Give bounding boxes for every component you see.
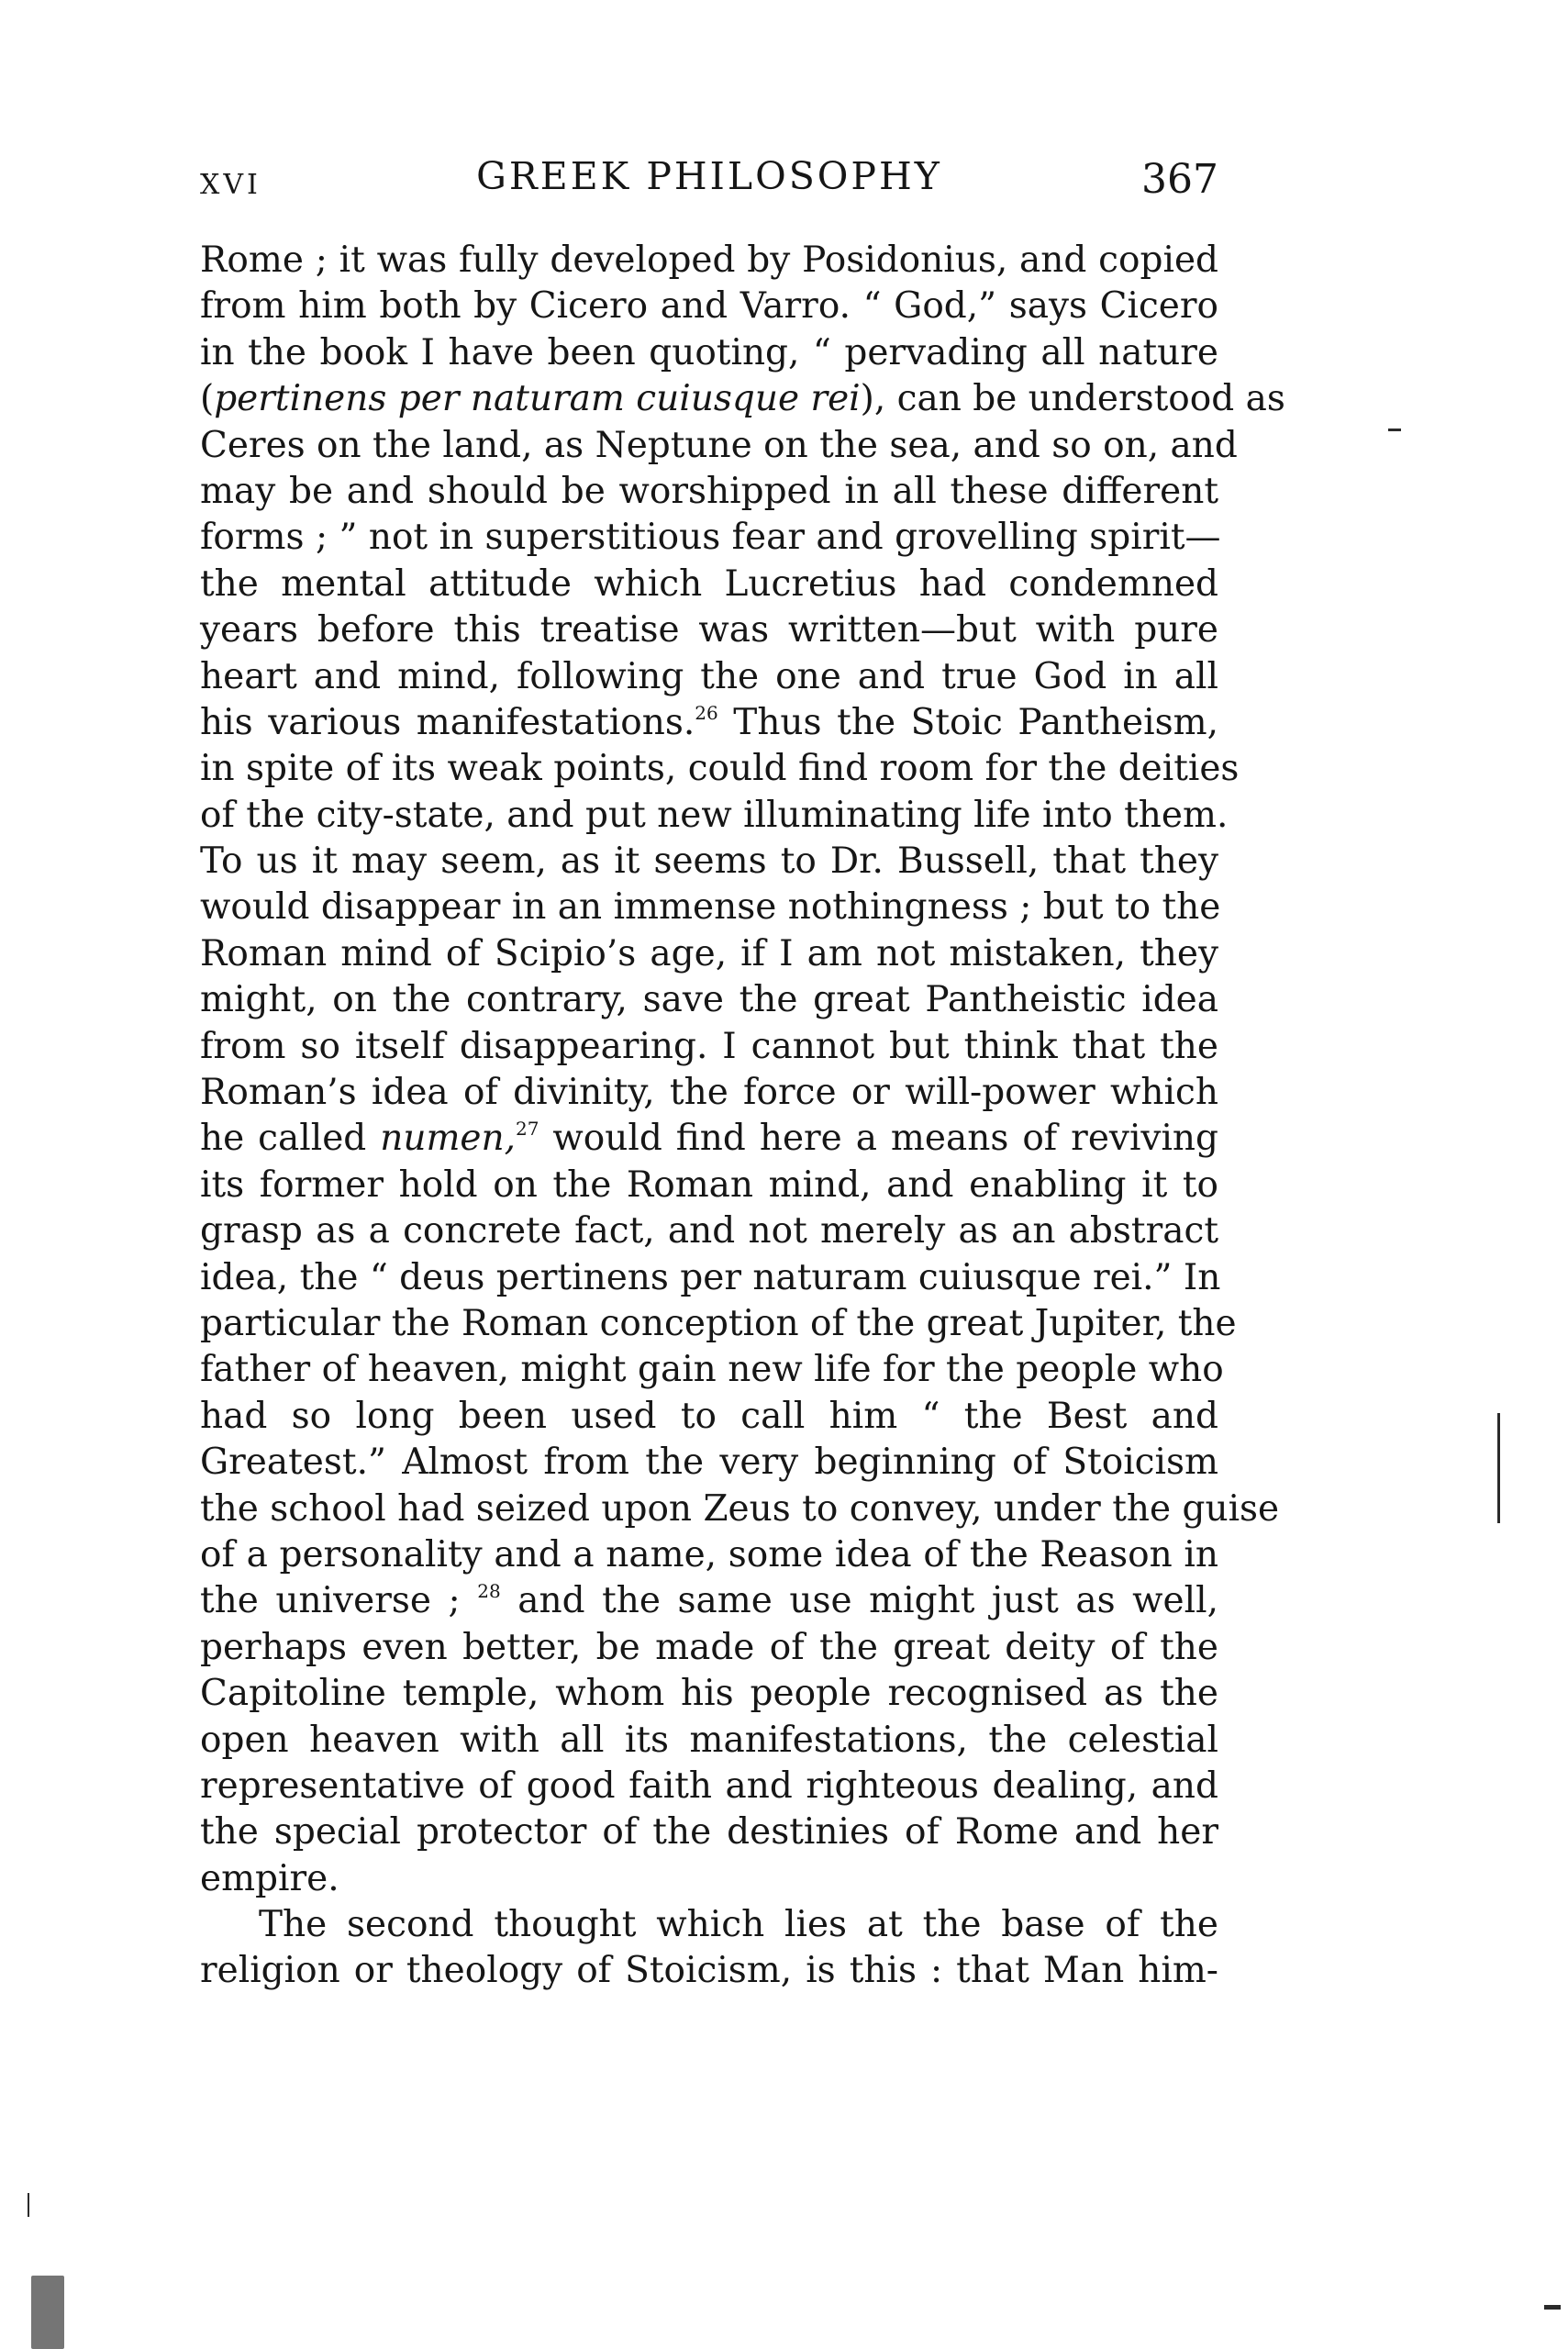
line-text: empire.	[200, 1857, 339, 1899]
line-text: in spite of its weak points, could find room for the deities	[200, 748, 1240, 790]
footnote-ref: 26	[695, 701, 718, 724]
text-line	[200, 793, 1229, 839]
text-line	[200, 515, 1221, 561]
text-line	[200, 1440, 1218, 1486]
line-text: its former hold on the Roman mind, and enabling it to	[200, 1163, 1218, 1206]
line-text: Thus the Stoic Pantheism,	[717, 701, 1219, 743]
scan-mark	[1497, 1413, 1500, 1523]
line-text: the special protector of the destinies of Rome and her	[200, 1811, 1218, 1854]
text-line	[200, 1208, 1218, 1254]
text-line	[200, 931, 1218, 977]
line-text: would find here a means of reviving	[539, 1118, 1219, 1160]
line-text: Roman’s idea of divinity, the force or will-power which	[200, 1072, 1218, 1114]
footnote-ref: 28	[477, 1580, 501, 1603]
text-line	[200, 1394, 1218, 1440]
text-line	[200, 1856, 1218, 1902]
text-line	[200, 1764, 1218, 1809]
text-line	[200, 1255, 1221, 1301]
line-text: father of heaven, might gain new life for the people who	[200, 1349, 1224, 1391]
line-text: he called	[200, 1118, 381, 1160]
line-text: (	[200, 378, 215, 420]
text-line	[200, 839, 1218, 885]
line-text: years before this treatise was written—but with pure	[200, 609, 1218, 651]
text-line	[200, 885, 1221, 930]
line-text: from him both by Cicero and Varro. “ God,” says Cicero	[200, 285, 1218, 328]
italic-phrase: pertinens per naturam cuiusque rei	[214, 378, 861, 420]
text-line	[200, 330, 1218, 376]
line-text: the school had seized upon Zeus to convey, under the guise	[200, 1487, 1280, 1530]
text-line	[200, 1718, 1218, 1764]
text-line	[200, 654, 1218, 700]
line-text: To us it may seem, as it seems to Dr. Bussell, that they	[200, 841, 1218, 883]
line-text: and the same use might just as well,	[500, 1580, 1218, 1622]
text-line	[200, 1532, 1218, 1578]
text-line	[200, 607, 1218, 653]
text-line	[200, 423, 1238, 469]
text-line	[200, 1070, 1218, 1116]
line-text: Greatest.” Almost from the very beginning of Stoicism	[200, 1442, 1218, 1484]
line-text: open heaven with all its manifestations, the celestial	[200, 1719, 1218, 1761]
text-line	[200, 284, 1218, 329]
text-line	[200, 1301, 1237, 1347]
italic-phrase: numen,	[380, 1118, 517, 1160]
text-line	[200, 1116, 1218, 1162]
scan-mark	[31, 2276, 64, 2349]
line-text: would disappear in an immense nothingness ; but to the	[200, 886, 1221, 929]
scan-mark	[1388, 429, 1401, 431]
footnote-ref: 27	[516, 1118, 539, 1141]
line-text: religion or theology of Stoicism, is this : that Man him-	[200, 1950, 1218, 1992]
text-line	[200, 977, 1218, 1023]
line-text: of a personality and a name, some idea of the Reason in	[200, 1533, 1218, 1575]
text-line	[200, 1671, 1218, 1717]
body-text	[200, 238, 1285, 1995]
line-text: had so long been used to call him “ the Best and	[200, 1395, 1218, 1437]
line-text: ), can be understood as	[860, 378, 1285, 420]
line-text: perhaps even better, be made of the great deity of the	[200, 1626, 1218, 1668]
line-text: of the city-state, and put new illuminating life into them.	[200, 794, 1229, 836]
text-line	[200, 1578, 1218, 1624]
line-text: his various manifestations.	[200, 701, 695, 743]
line-text: might, on the contrary, save the great Pantheistic idea	[200, 979, 1218, 1021]
page-number: 367	[1141, 156, 1218, 203]
line-text: The second thought which lies at the base of the	[259, 1904, 1218, 1946]
line-text: particular the Roman conception of the great Jupiter, the	[200, 1302, 1237, 1344]
text-line	[200, 700, 1218, 746]
line-text: Ceres on the land, as Neptune on the sea, and so on, and	[200, 424, 1238, 466]
scan-mark	[1544, 2305, 1561, 2310]
text-line	[200, 1902, 1218, 1948]
scan-mark	[28, 2193, 29, 2217]
line-text: from so itself disappearing. I cannot but think that the	[200, 1025, 1218, 1067]
text-line	[200, 1163, 1218, 1208]
line-text: the mental attitude which Lucretius had condemned	[200, 562, 1218, 605]
line-text: forms ; ” not in superstitious fear and grovelling spirit—	[200, 517, 1221, 559]
text-line	[200, 469, 1218, 515]
running-header	[200, 154, 1218, 209]
running-title: GREEK PHILOSOPHY	[476, 154, 942, 198]
line-text: heart and mind, following the one and true God in all	[200, 655, 1218, 697]
text-line	[200, 1486, 1280, 1532]
text-line	[200, 746, 1240, 792]
text-line	[200, 1347, 1224, 1393]
text-line	[200, 1948, 1218, 1994]
text-line	[200, 1809, 1218, 1855]
line-text: in the book I have been quoting, “ pervading all nature	[200, 331, 1218, 373]
chapter-number: XVI	[200, 169, 261, 201]
line-text: Roman mind of Scipio’s age, if I am not mistaken, they	[200, 932, 1218, 974]
line-text: Rome ; it was fully developed by Posidonius, and copied	[200, 239, 1218, 281]
line-text: grasp as a concrete fact, and not merely as an abstract	[200, 1210, 1218, 1252]
line-text: representative of good faith and righteous dealing, and	[200, 1765, 1218, 1807]
line-text: Capitoline temple, whom his people recognised as the	[200, 1673, 1218, 1715]
line-text: idea, the “ deus pertinens per naturam cuiusque rei.” In	[200, 1256, 1221, 1298]
text-line	[200, 238, 1218, 284]
text-line	[200, 1024, 1218, 1070]
text-line	[200, 376, 1285, 422]
line-text: may be and should be worshipped in all these different	[200, 470, 1218, 512]
line-text: the universe ;	[200, 1580, 478, 1622]
text-line	[200, 562, 1218, 607]
text-line	[200, 1625, 1218, 1671]
